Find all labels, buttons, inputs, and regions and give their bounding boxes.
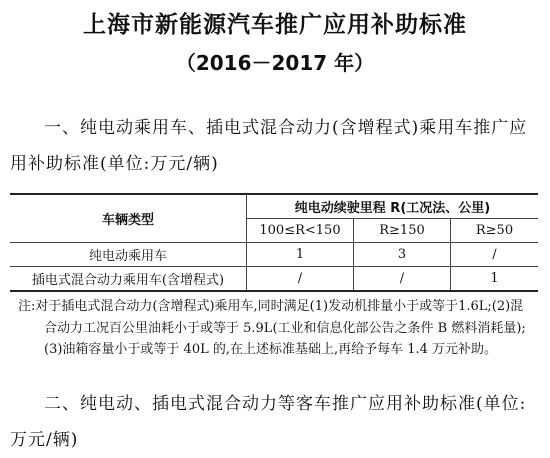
- table-header-row: [10, 194, 538, 219]
- table-cell: 1: [451, 267, 539, 292]
- section-1-heading: 一、纯电动乘用车、插电式混合动力(含增程式)乘用车推广应用补助标准(单位:万元/辆): [10, 118, 528, 174]
- document-title: 上海市新能源汽车推广应用补助标准: [83, 12, 467, 38]
- header-vehicle-type: 车辆类型: [10, 194, 247, 243]
- table-cell: /: [247, 267, 354, 292]
- table-note: [18, 296, 532, 361]
- section-2-heading: 二、纯电动、插电式混合动力等客车推广应用补助标准(单位:万元/辆): [10, 394, 527, 450]
- table-cell: 1: [247, 243, 354, 267]
- table-cell: /: [451, 243, 539, 267]
- row-label: 插电式混合动力乘用车(含增程式): [10, 267, 247, 292]
- header-range: 纯电动续驶里程 R(工况法、公里): [247, 194, 539, 219]
- subheader-range-3: R≥50: [451, 219, 539, 243]
- document-subtitle: （2016－2017 年）: [175, 51, 375, 75]
- subheader-range-1: 100≤R<150: [247, 219, 354, 243]
- table-row: [10, 267, 538, 292]
- note-text: 注:对于插电式混合动力(含增程式)乘用车,同时满足(1)发动机排量小于或等于1.6L;(2)混合动力工况百公里油耗小于或等于 5.9L(工业和信息化部公告之条件 B 燃料消耗量);(3)油箱容量小于或等于 40L 的,在上述标准基础上,再给予每车 1.4 万元补助。: [18, 299, 526, 357]
- table-row: [10, 243, 538, 267]
- table-cell: /: [354, 267, 451, 292]
- subheader-range-2: R≥150: [354, 219, 451, 243]
- row-label: 纯电动乘用车: [10, 243, 247, 267]
- table-cell: 3: [354, 243, 451, 267]
- subsidy-table: [10, 193, 538, 292]
